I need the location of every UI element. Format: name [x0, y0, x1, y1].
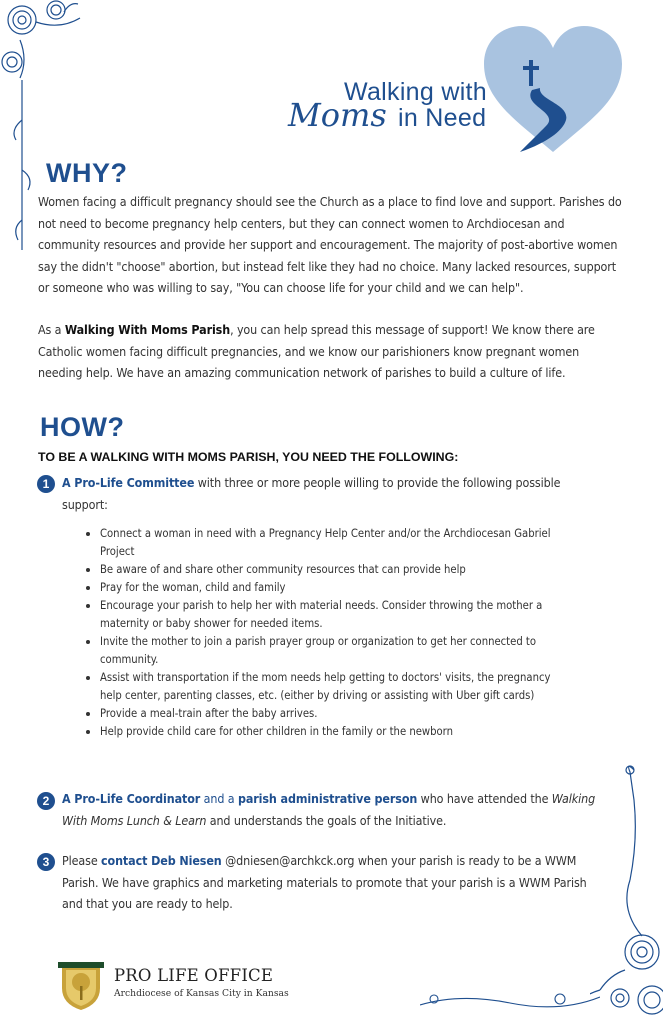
heart-cross-path-icon — [478, 22, 628, 157]
step-2-number: 2 — [37, 792, 55, 810]
why-para2-rest: , you can help spread this message of support! We know there are Catholic women facing difficult pregnancies, and we know our parishioners know pregnant women needing help. We have an amazing communication network of parishes to build a culture of life. — [38, 322, 595, 380]
pro-life-office-logo — [56, 958, 316, 1012]
why-heading: WHY? — [46, 158, 128, 188]
tree-shield-icon — [56, 958, 106, 1012]
lunch-and-learn-title: Walking With Moms Lunch & Learn — [62, 791, 596, 828]
how-subheading: TO BE A WALKING WITH MOMS PARISH, YOU NEED THE FOLLOWING: — [38, 450, 459, 464]
step-2-text — [62, 788, 610, 831]
list-item: Invite the mother to join a parish prayer group or organization to get her connected to community. — [86, 633, 556, 669]
floral-vine-bottom — [420, 975, 600, 1015]
why-paragraph-2 — [38, 319, 626, 384]
why-para2-prefix: As a — [38, 322, 65, 337]
pro-life-coordinator-label: A Pro-Life Coordinator — [62, 791, 201, 806]
pro-life-committee-label: A Pro-Life Committee — [62, 475, 195, 490]
pro-life-office-title: PRO LIFE OFFICE — [114, 966, 274, 985]
contact-deb-niesen-link[interactable]: contact Deb Niesen — [101, 853, 222, 868]
why-paragraph-1: Women facing a difficult pregnancy should see the Church as a place to find love and support. Parishes do not need to become pregnancy help centers, but they can connect women to Archdiocesan and community resources and provide her support and encouragement. The majority of post-abortive women say the didn't "choose" abortion, but instead felt like they had no choice. Many lacked resources, support or someone who was willing to say, "You can choose life for your child and we can help". — [38, 194, 622, 295]
list-item: Assist with transportation if the mom needs help getting to doctors' visits, the pregnancy help center, parenting classes, etc. (either by driving or assisting with Uber gift cards) — [86, 669, 556, 705]
walking-with-moms-logo — [288, 22, 633, 162]
parish-admin-label: parish administrative person — [237, 791, 418, 806]
step-2-and: and a — [200, 791, 238, 806]
list-item: Encourage your parish to help her with material needs. Consider throwing the mother a maternity or baby shower for needed items. — [86, 597, 556, 633]
step-3-number: 3 — [37, 853, 55, 871]
logo-script-moms: Moms — [288, 96, 387, 134]
logo-line2: in Need — [398, 104, 487, 132]
support-list — [86, 525, 556, 741]
step-3-text — [62, 850, 610, 915]
list-item: Provide a meal-train after the baby arrives. — [86, 705, 556, 723]
step-1-number: 1 — [37, 475, 55, 493]
step-1-text — [62, 472, 602, 515]
step-1-description: with three or more people willing to provide the following possible support: — [62, 475, 561, 512]
step-2-description: who have attended the — [417, 791, 552, 806]
list-item: Connect a woman in need with a Pregnancy Help Center and/or the Archdiocesan Gabriel Project — [86, 525, 556, 561]
step-3-description: @dniesen@archkck.org when your parish is ready to be a WWM Parish. We have graphics and marketing materials to promote that your parish is a WWM Parish and that you are ready to help. — [62, 853, 587, 911]
list-item: Help provide child care for other children in the family or the newborn — [86, 723, 556, 741]
step-3-prefix: Please — [62, 853, 102, 868]
logo-line1: Walking with — [344, 78, 487, 106]
step-2-description-end: and understands the goals of the Initiative. — [206, 812, 447, 828]
how-heading: HOW? — [40, 412, 125, 442]
archdiocese-subtitle: Archdiocese of Kansas City in Kansas — [114, 988, 289, 999]
walking-with-moms-parish-bold: Walking With Moms Parish — [64, 322, 231, 337]
list-item: Be aware of and share other community resources that can provide help — [86, 561, 556, 579]
list-item: Pray for the woman, child and family — [86, 579, 556, 597]
